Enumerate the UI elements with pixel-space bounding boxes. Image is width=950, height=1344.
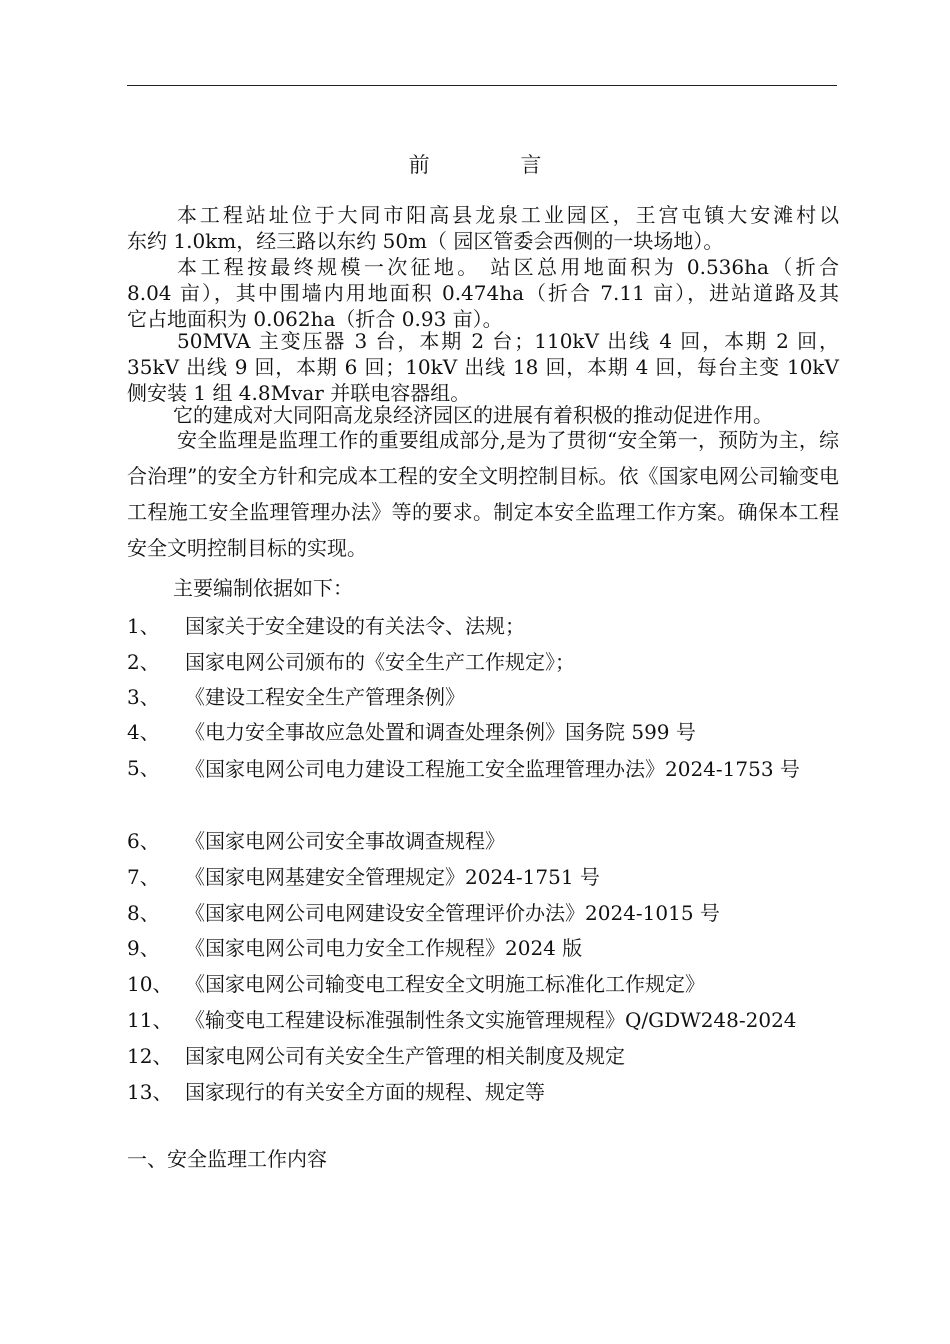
- reference-number: 6、: [127, 829, 160, 853]
- reference-text: 《国家电网公司电网建设安全管理评价办法》2024-1015 号: [185, 901, 720, 925]
- reference-text: 《国家电网公司电力建设工程施工安全监理管理办法》2024-1753 号: [185, 757, 800, 781]
- reference-item: [127, 1003, 839, 1037]
- reference-text: 《建设工程安全生产管理条例》: [185, 685, 465, 709]
- reference-item: [127, 967, 839, 1001]
- reference-text: 《国家电网公司输变电工程安全文明施工标准化工作规定》: [185, 972, 705, 996]
- reference-item: [127, 860, 839, 894]
- reference-number: 10、: [127, 972, 173, 996]
- reference-text: 《输变电工程建设标准强制性条文实施管理规程》Q/GDW248-2024: [185, 1008, 797, 1032]
- para5: 安全监理是监理工作的重要组成部分,是为了贯彻“安全第一，预防为主，综合治理”的安全方针和完成本工程的安全文明控制目标。依《国家电网公司输变电工程施工安全监理管理办法》等的要求。制定本安全监理工作方案。确保本工程安全文明控制目标的实现。: [127, 428, 839, 560]
- para3-line2: 35kV 出线 9 回，本期 6 回；10kV 出线 18 回，本期 4 回，每台主变 10kV: [127, 355, 839, 379]
- reference-number: 8、: [127, 901, 160, 925]
- para2-line3: 它占地面积为 0.062ha（折合 0.93 亩）。: [127, 307, 503, 331]
- para2-line2: 8.04 亩），其中围墙内用地面积 0.474ha（折合 7.11 亩），进站道路及其: [127, 281, 839, 305]
- reference-number: 11、: [127, 1008, 173, 1032]
- para1-line1: 本工程站址位于大同市阳高县龙泉工业园区，王宫屯镇大安滩村以: [177, 203, 839, 227]
- reference-text: 国家现行的有关安全方面的规程、规定等: [185, 1080, 545, 1104]
- reference-item: [127, 751, 839, 787]
- reference-item: [127, 1075, 839, 1109]
- para2-line1: 本工程按最终规模一次征地。 站区总用地面积为 0.536ha（折合: [177, 255, 839, 279]
- reference-number: 3、: [127, 685, 160, 709]
- reference-item: [127, 931, 839, 965]
- reference-text: 国家电网公司颁布的《安全生产工作规定》；: [185, 650, 575, 674]
- para3-line3: 侧安装 1 组 4.8Mvar 并联电容器组。: [127, 381, 471, 405]
- para4: 它的建成对大同阳高龙泉经济园区的进展有着积极的推动促进作用。: [173, 403, 773, 427]
- reference-text: 《国家电网公司电力安全工作规程》2024 版: [185, 936, 583, 960]
- reference-number: 12、: [127, 1044, 173, 1068]
- reference-item: [127, 680, 839, 714]
- reference-number: 5、: [127, 756, 160, 780]
- page-title: 前 言: [408, 153, 584, 177]
- reference-number: 7、: [127, 865, 160, 889]
- para3-line1: 50MVA 主变压器 3 台，本期 2 台；110kV 出线 4 回，本期 2 回，: [177, 329, 839, 353]
- reference-number: 4、: [127, 720, 160, 744]
- reference-number: 9、: [127, 936, 160, 960]
- reference-text: 《国家电网基建安全管理规定》2024-1751 号: [185, 865, 600, 889]
- basis-intro: 主要编制依据如下：: [173, 576, 353, 600]
- reference-item: [127, 1039, 839, 1073]
- reference-item: [127, 609, 839, 643]
- reference-number: 1、: [127, 614, 160, 638]
- reference-item: [127, 645, 839, 679]
- para1-line2: 东约 1.0km，经三路以东约 50m（ 园区管委会西侧的一块场地）。: [127, 229, 724, 253]
- reference-item: [127, 824, 839, 858]
- reference-text: 国家电网公司有关安全生产管理的相关制度及规定: [185, 1044, 625, 1068]
- reference-item: [127, 715, 839, 749]
- reference-item: [127, 896, 839, 930]
- reference-number: 2、: [127, 650, 160, 674]
- section-heading: 一、安全监理工作内容: [127, 1147, 327, 1171]
- reference-text: 国家关于安全建设的有关法令、法规；: [185, 614, 525, 638]
- reference-number: 13、: [127, 1080, 173, 1104]
- reference-text: 《电力安全事故应急处置和调查处理条例》国务院 599 号: [185, 720, 696, 744]
- header-rule: [127, 85, 837, 86]
- reference-text: 《国家电网公司安全事故调查规程》: [185, 829, 505, 853]
